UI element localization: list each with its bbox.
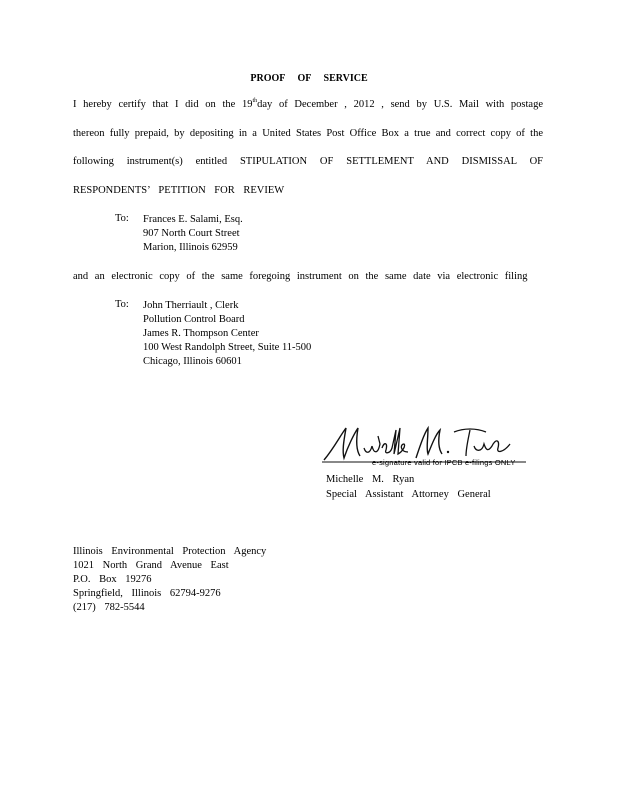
signer-name: Michelle M. Ryan (326, 474, 415, 485)
certification-line-2: thereon fully prepaid, by depositing in a United States Post Office Box a true and correct copy of the (73, 128, 543, 139)
certification-text-a: I hereby certify that I did on the 19 (73, 99, 253, 110)
recipient-2-line: Pollution Control Board (143, 314, 245, 325)
recipient-1-address (143, 213, 243, 255)
agency-line: Springfield, Illinois 62794-9276 (73, 588, 221, 599)
certification-line-4: RESPONDENTS’ PETITION FOR REVIEW (73, 185, 285, 196)
ordinal-suffix: th (252, 98, 258, 104)
agency-address (73, 545, 266, 615)
certification-line-1 (73, 99, 543, 110)
electronic-filing-line: and an electronic copy of the same foregoing instrument on the same date via electronic filing (73, 271, 528, 282)
recipient-2-line: John Therriault , Clerk (143, 300, 239, 311)
recipient-1-to-label: To: (115, 213, 129, 224)
signer-title: Special Assistant Attorney General (326, 489, 491, 500)
certification-text-b: day of December , 2012 , send by U.S. Mail with postage (257, 99, 543, 110)
agency-line: P.O. Box 19276 (73, 574, 152, 585)
certification-line-3: following instrument(s) entitled STIPULATION OF SETTLEMENT AND DISMISSAL OF (73, 156, 543, 167)
recipient-1-line: Marion, Illinois 62959 (143, 242, 238, 253)
recipient-2-to-label: To: (115, 299, 129, 310)
agency-line: (217) 782-5544 (73, 602, 145, 613)
agency-line: Illinois Environmental Protection Agency (73, 546, 267, 557)
agency-line: 1021 North Grand Avenue East (73, 560, 229, 571)
recipient-1-line: Frances E. Salami, Esq. (143, 214, 243, 225)
signer-block (326, 472, 491, 502)
document-title: PROOF OF SERVICE (250, 73, 368, 84)
recipient-2-line: James R. Thompson Center (143, 328, 259, 339)
recipient-2-line: Chicago, Illinois 60601 (143, 356, 242, 367)
recipient-2-address (143, 299, 311, 369)
recipient-1-line: 907 North Court Street (143, 228, 240, 239)
recipient-2-line: 100 West Randolph Street, Suite 11-500 (143, 342, 312, 353)
e-signature-note: e-signature valid for IPCB e-filings ONLY (372, 458, 516, 467)
